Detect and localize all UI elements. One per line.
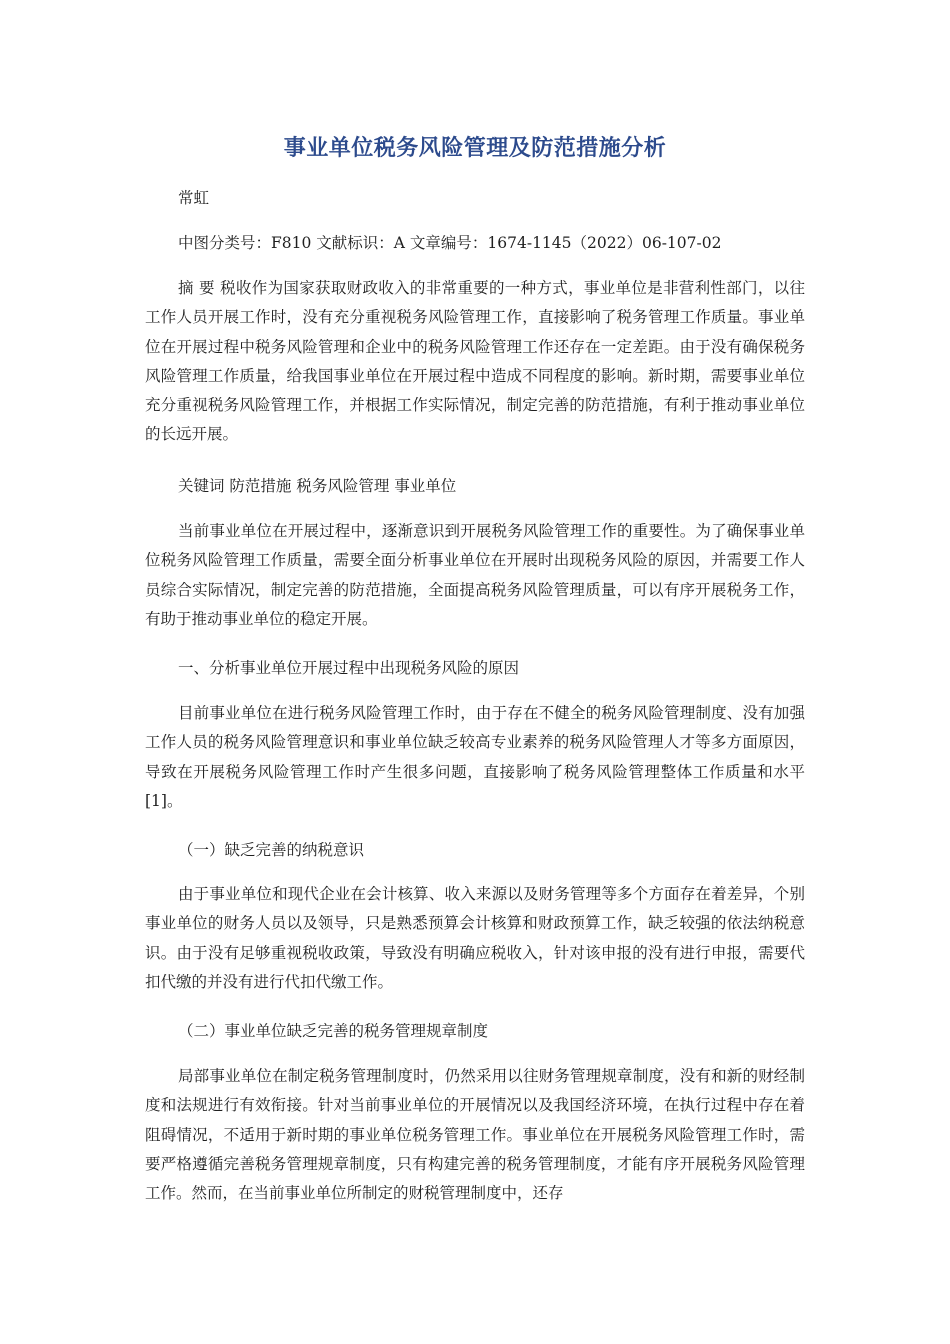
keywords-line: 关键词 防范措施 税务风险管理 事业单位: [178, 477, 457, 495]
intro-paragraph: 当前事业单位在开展过程中，逐渐意识到开展税务风险管理工作的重要性。为了确保事业单位税务风险管理工作质量，需要全面分析事业单位在开展时出现税务风险的原因，并需要工作人员综合实际情况，制定完善的防范措施，全面提高税务风险管理质量，可以有序开展税务工作，有助于推动事业单位的稳定开展。: [145, 522, 805, 628]
classification-info: 中图分类号：F810 文献标识：A 文章编号：1674-1145（2022）06-107-02: [178, 234, 722, 252]
subsection-heading-1: （一）缺乏完善的纳税意识: [178, 841, 365, 859]
subsection-paragraph-2: 局部事业单位在制定税务管理制度时，仍然采用以往财务管理规章制度，没有和新的财经制度和法规进行有效衔接。针对当前事业单位的开展情况以及我国经济环境，在执行过程中存在着阻碍情况，不适用于新时期的事业单位税务管理工作。事业单位在开展税务风险管理工作时，需要严格遵循完善税务管理规章制度，只有构建完善的税务管理制度，才能有序开展税务风险管理工作。然而，在当前事业单位所制定的财税管理制度中，还存: [145, 1067, 805, 1203]
abstract-paragraph: 摘 要 税收作为国家获取财政收入的非常重要的一种方式，事业单位是非营利性部门，以往工作人员开展工作时，没有充分重视税务风险管理工作，直接影响了税务管理工作质量。事业单位在开展过程中税务风险管理和企业中的税务风险管理工作还存在一定差距。由于没有确保税务风险管理工作质量，给我国事业单位在开展过程中造成不同程度的影响。新时期，需要事业单位充分重视税务风险管理工作，并根据工作实际情况，制定完善的防范措施，有利于推动事业单位的长远开展。: [145, 279, 805, 444]
subsection-heading-2: （二）事业单位缺乏完善的税务管理规章制度: [178, 1022, 489, 1040]
author-name: 常虹: [178, 189, 210, 207]
subsection-paragraph-1: 由于事业单位和现代企业在会计核算、收入来源以及财务管理等多个方面存在着差异，个别事业单位的财务人员以及领导，只是熟悉预算会计核算和财政预算工作，缺乏较强的依法纳税意识。由于没有足够重视税收政策，导致没有明确应税收入，针对该申报的没有进行申报，需要代扣代缴的并没有进行代扣代缴工作。: [145, 885, 805, 991]
section-paragraph-1: 目前事业单位在进行税务风险管理工作时，由于存在不健全的税务风险管理制度、没有加强工作人员的税务风险管理意识和事业单位缺乏较高专业素养的税务风险管理人才等多方面原因，导致在开展税务风险管理工作时产生很多问题，直接影响了税务风险管理整体工作质量和水平[1]。: [145, 704, 805, 810]
section-heading-1: 一、分析事业单位开展过程中出现税务风险的原因: [178, 659, 520, 677]
article-title: 事业单位税务风险管理及防范措施分析: [283, 136, 667, 161]
